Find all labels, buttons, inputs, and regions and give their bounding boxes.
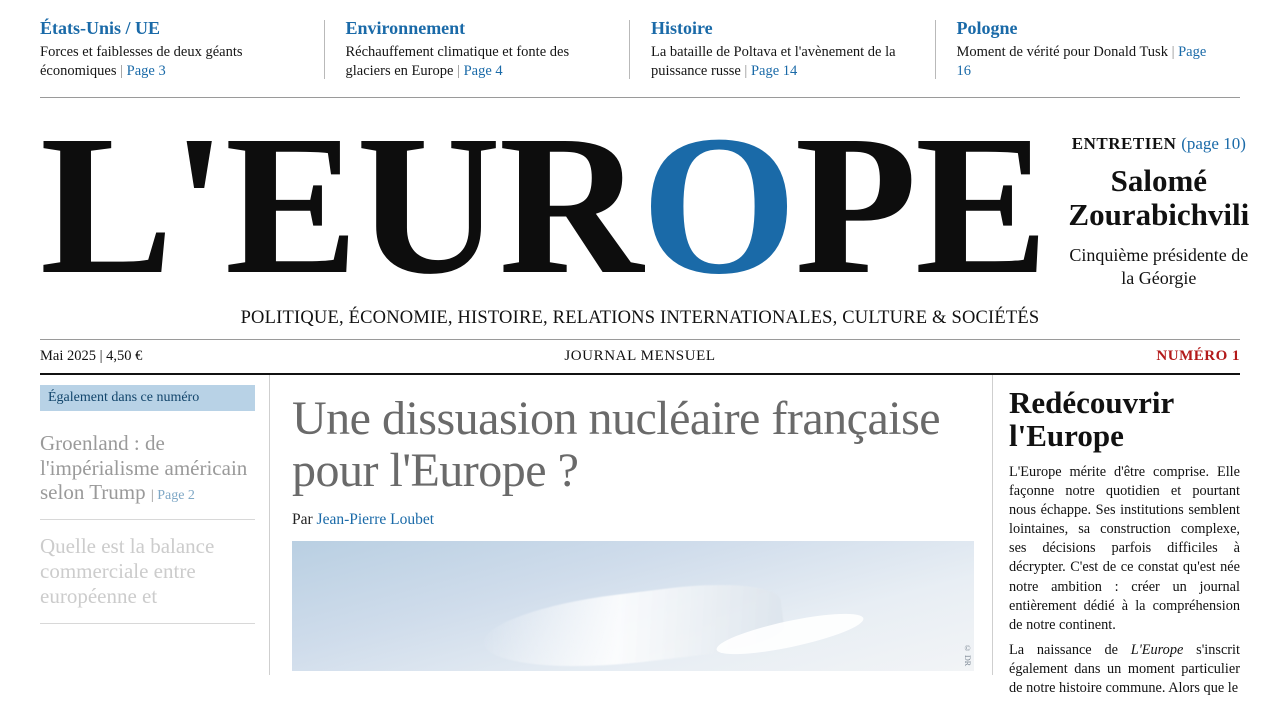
teaser-text: [346, 43, 608, 81]
teaser-title: Histoire: [651, 18, 713, 38]
editorial-paragraph-1: L'Europe mérite d'être comprise. Elle façonne notre quotidien et pourtant nous échappe. Ses institutions semblent lointaines, sa construction complexe, ses décisions parfois difficiles à décrypter. C'est de ce constat qu'est née notre ambition : créer un journal entièrement dédié à la compréhension de notre continent.: [1009, 463, 1240, 633]
sidebar-item-page-ref[interactable]: [151, 488, 195, 503]
teaser-title: Pologne: [956, 18, 1018, 38]
interview-kicker-label: ENTRETIEN: [1071, 133, 1177, 153]
logo-text-part2: PE: [794, 94, 1047, 316]
teaser-separator: |: [120, 62, 124, 79]
interview-kicker: [1068, 134, 1249, 154]
editorial-paragraph-2-b: s'inscrit également dans un moment particulier de notre histoire commune. Alors que le: [1009, 642, 1240, 697]
sidebar-also-in-issue: [40, 375, 270, 675]
byline-author[interactable]: Jean-Pierre Loubet: [316, 510, 435, 528]
teaser-item[interactable]: [324, 18, 630, 81]
lead-article: [270, 375, 992, 675]
teaser-summary: Réchauffement climatique et fonte des glaciers en Europe: [345, 43, 570, 79]
sidebar-item-label: Groenland : de l'impérialisme américain selon Trump: [40, 430, 248, 505]
editorial-paragraph-2-a: La naissance de: [1009, 642, 1131, 659]
logo-letter-o: O: [641, 94, 795, 316]
teaser-bar: [0, 0, 1280, 91]
sidebar-item-separator: |: [150, 488, 154, 504]
interview-promo[interactable]: [1046, 108, 1249, 289]
byline-prefix: Par: [292, 510, 317, 528]
sidebar-item-page-label: Page 2: [157, 488, 195, 504]
issue-frequency: JOURNAL MENSUEL: [564, 347, 716, 364]
teaser-summary: Moment de vérité pour Donald Tusk: [956, 43, 1168, 60]
lead-article-byline: [292, 511, 974, 529]
issue-info-bar: [0, 340, 1280, 373]
lead-article-headline[interactable]: Une dissuasion nucléaire française pour l'Europe ?: [292, 391, 941, 497]
teaser-page-ref[interactable]: Page 4: [463, 62, 503, 79]
issue-number: NUMÉRO 1: [1156, 347, 1240, 364]
lead-article-photo: [292, 541, 974, 671]
teaser-item[interactable]: [629, 18, 935, 81]
teaser-title: États-Unis / UE: [40, 18, 161, 38]
interview-subject-role: Cinquième présidente de la Géorgie: [1069, 245, 1249, 288]
teaser-separator: |: [744, 62, 748, 79]
photo-credit: © DR: [963, 644, 972, 667]
interview-page-ref: (page 10): [1181, 133, 1246, 153]
newspaper-logo: [40, 94, 1047, 316]
logo-wordmark: [40, 94, 1047, 316]
masthead-tagline: POLITIQUE, ÉCONOMIE, HISTOIRE, RELATIONS INTERNATIONALES, CULTURE & SOCIÉTÉS: [240, 307, 1040, 328]
logo-text-part1: L'EUR: [40, 94, 642, 316]
teaser-summary: La bataille de Poltava et l'avènement de la puissance russe: [651, 43, 896, 79]
sidebar-item-label: Quelle est la balance commerciale entre européenne et: [40, 534, 215, 608]
masthead: [0, 94, 1280, 316]
teaser-text: [40, 43, 302, 81]
teaser-separator: |: [457, 62, 460, 79]
issue-date-price: Mai 2025 | 4,50 €: [40, 347, 143, 364]
teaser-separator: |: [1171, 43, 1175, 60]
teaser-page-ref[interactable]: Page 14: [750, 62, 798, 79]
editorial-column: [992, 375, 1240, 697]
editorial-title: Redécouvrir l'Europe: [1009, 384, 1174, 453]
editorial-paragraph-2: [1009, 641, 1240, 698]
sidebar-item-groenland[interactable]: [40, 417, 255, 520]
teaser-page-ref[interactable]: Page 16: [956, 43, 1207, 79]
teaser-page-ref[interactable]: Page 3: [126, 62, 166, 79]
fighter-jet-shape: [480, 575, 786, 671]
teaser-text: [957, 43, 1219, 81]
teaser-title: Environnement: [345, 18, 466, 38]
sidebar-item-balance-commerciale[interactable]: [40, 520, 255, 623]
teaser-summary: Forces et faiblesses de deux géants économiques: [40, 43, 243, 79]
teaser-item[interactable]: [40, 18, 324, 81]
front-page-columns: [0, 375, 1280, 697]
interview-subject-name: Salomé Zourabichvili: [1068, 162, 1250, 233]
editorial-paper-name: L'Europe: [1130, 642, 1184, 659]
sidebar-badge: Également dans ce numéro: [40, 385, 255, 411]
teaser-item[interactable]: [935, 18, 1241, 81]
teaser-text: [651, 43, 913, 81]
